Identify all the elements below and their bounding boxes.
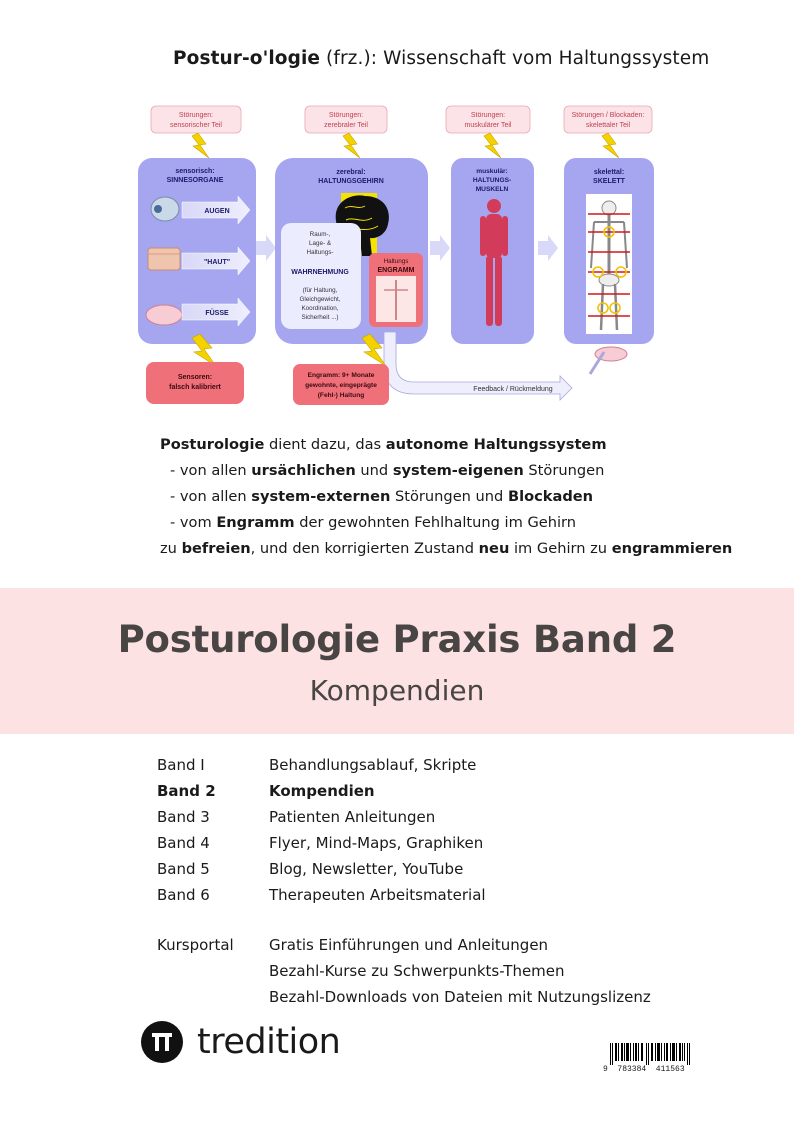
book-title: Posturologie Praxis Band 2 [117,618,677,661]
disturbance-sensory-box [151,106,241,133]
disturbance-muscular-line2: muskulärer Teil [464,122,512,129]
disturbance-cerebral-line2: zerebraler Teil [324,122,368,129]
volume-desc: Flyer, Mind-Maps, Graphiken [269,834,484,852]
list-item [157,752,651,778]
skin-icon [148,248,180,270]
book-subtitle: Kompendien [309,674,485,707]
publisher-logo [141,1021,340,1063]
heading-definition: (frz.): Wissenschaft vom Haltungssystem [320,48,710,69]
skeletal-panel [564,158,654,361]
portal-line: Bezahl-Kurse zu Schwerpunkts-Themen [269,962,565,980]
lightning-icon [484,133,501,158]
perception-line2: Lage- & [308,240,332,247]
sensory-panel [138,158,256,344]
desc-bold: neu [478,540,510,557]
muscular-title-line1: muskulär: [476,168,508,175]
desc-text: Störungen und [390,488,508,505]
sensory-eyes-label: AUGEN [204,208,230,215]
desc-text: - von allen [170,462,252,479]
desc-bold: autonome Haltungssystem [385,436,607,453]
portal-line: Bezahl-Downloads von Dateien mit Nutzungslizenz [269,988,651,1006]
volume-label: Band 6 [157,886,210,904]
perception-line3: Haltungs- [306,249,334,256]
desc-text: , und den korrigierten Zustand [250,540,479,557]
desc-bold: system-externen [251,488,391,505]
desc-text: zu [160,540,182,557]
volume-desc: Patienten Anleitungen [269,808,436,826]
cerebral-title-line1: zerebral: [336,169,366,176]
feet-icon [146,305,182,325]
desc-text: im Gehirn zu [509,540,612,557]
list-item [157,882,651,908]
portal-row [157,958,651,984]
disturbance-skeletal-line1: Störungen / Blockaden: [571,112,645,119]
list-item [157,804,651,830]
sensor-line1: Sensoren: [177,374,213,381]
feedback-label: Feedback / Rückmeldung [473,386,553,393]
disturbance-cerebral-line1: Störungen: [328,112,364,119]
volume-desc: Blog, Newsletter, YouTube [269,860,464,878]
disturbance-skeletal-box [564,106,652,133]
disturbance-sensory-line2: sensorischer Teil [169,122,223,129]
disturbance-skeletal-line2: skelettaler Teil [585,122,631,129]
portal-row [157,984,651,1010]
perception-line1: Raum-, [309,231,331,238]
sensory-title-line2: SINNESORGANE [166,177,224,184]
desc-line-2 [160,458,780,484]
title-band [0,588,794,734]
muscular-panel [451,158,534,344]
description [160,432,780,562]
page-heading [173,48,709,69]
list-item [157,778,651,804]
sensory-skin-label: "HAUT" [203,259,231,266]
publisher-logo-icon [141,1021,183,1063]
arrow-right-icon [538,235,558,261]
engram-box-line1: Engramm: 9+ Monate [307,372,375,379]
disturbance-muscular-box [446,106,530,133]
disturbance-cerebral-box [305,106,387,133]
portal-row [157,932,651,958]
desc-text: - vom [170,514,217,531]
desc-bold: engrammieren [611,540,733,557]
portal-label: Kursportal [157,936,234,954]
list-item [157,856,651,882]
perception-detail-4: Sicherheit ...) [301,314,339,321]
desc-text: - von allen [170,488,252,505]
list-item [157,830,651,856]
desc-line-4 [160,510,780,536]
muscular-title-line2: HALTUNGS- [472,177,512,184]
lightning-icon [343,133,360,158]
sensor-line2: falsch kalibriert [169,384,221,391]
desc-bold: Blockaden [507,488,594,505]
posturology-diagram [0,96,794,416]
desc-bold: Engramm [216,514,295,531]
cerebral-title-line2: HALTUNGSGEHIRN [318,178,384,185]
sensory-feet-label: FÜSSE [205,310,229,317]
engram-box-line2: gewohnte, eingeprägte [305,382,377,389]
desc-line-1 [160,432,780,458]
sensory-title-line1: sensorisch: [175,168,215,175]
desc-bold: ursächlichen [251,462,356,479]
disturbance-muscular-line1: Störungen: [470,112,506,119]
disturbance-sensory-line1: Störungen: [178,112,214,119]
desc-text: dient dazu, das [264,436,386,453]
volume-label: Band 5 [157,860,210,878]
lightning-icon [192,133,209,158]
muscular-title-line3: MUSKELN [475,186,509,193]
volume-desc: Therapeuten Arbeitsmaterial [269,886,486,904]
engram-line1: Haltungs [383,258,409,265]
heading-term: Postur-o'logie [173,48,321,69]
desc-bold: system-eigenen [392,462,524,479]
arrow-right-icon [430,235,450,261]
skeletal-title-line2: SKELETT [593,178,625,185]
desc-text: Störungen [523,462,605,479]
desc-line-3 [160,484,780,510]
desc-bold: befreien [181,540,251,557]
isbn-digits: 9 783384 411563 [603,1065,685,1074]
engram-line2: ENGRAMM [377,267,415,274]
volume-desc: Behandlungsablauf, Skripte [269,756,477,774]
volume-label: Band I [157,756,205,774]
volume-label: Band 3 [157,808,210,826]
sensor-box [146,362,244,404]
skeletal-title-line1: skelettal: [593,169,625,176]
perception-detail-3: Koordination, [301,305,339,312]
engram-box-line3: (Fehl-) Haltung [317,392,365,399]
desc-line-5 [160,536,780,562]
isbn-barcode [603,1043,703,1074]
desc-text: und [355,462,393,479]
engram-box [293,364,389,405]
volume-label: Band 2 [157,782,216,800]
volume-desc: Kompendien [269,782,375,800]
volume-label: Band 4 [157,834,210,852]
publisher-name: tredition [197,1022,341,1062]
arrow-right-icon [256,235,276,261]
cerebral-panel [275,158,428,344]
desc-text: der gewohnten Fehlhaltung im Gehirn [294,514,577,531]
portal-line: Gratis Einführungen und Anleitungen [269,936,549,954]
desc-bold: Posturologie [160,436,265,453]
perception-detail-2: Gleichgewicht, [299,296,341,303]
lightning-icon [602,133,619,158]
perception-detail-1: (für Haltung, [302,287,338,294]
volume-list [157,752,651,1010]
perception-title: WAHRNEHMUNG [291,269,349,276]
